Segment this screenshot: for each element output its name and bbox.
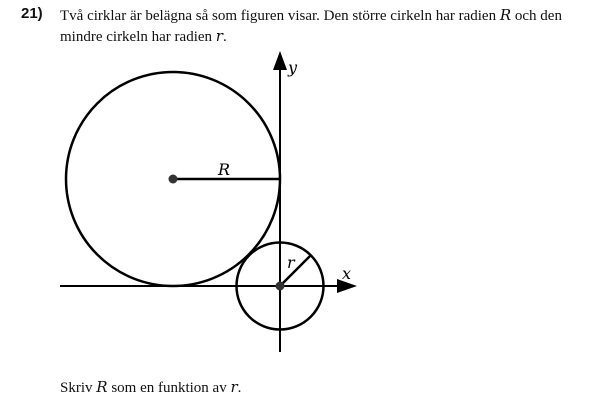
statement-text-1: Två cirklar är belägna så som figuren visar. Den större cirkeln har radien	[60, 8, 497, 24]
y-axis-arrow	[273, 51, 287, 70]
large-radius-label: R	[218, 160, 231, 179]
question	[60, 378, 241, 397]
large-center-dot	[169, 175, 178, 184]
x-axis-label: x	[342, 264, 352, 283]
symbol-R: R	[499, 6, 512, 24]
problem-number: 21)	[21, 5, 43, 22]
question-period: .	[237, 380, 242, 396]
question-text-2: som en funktion av	[111, 380, 227, 396]
origin-dot	[276, 282, 285, 291]
statement-text-2: och den	[514, 8, 562, 24]
small-radius-label: r	[287, 253, 295, 272]
y-axis-label: y	[288, 58, 298, 77]
statement-text-3: mindre cirkeln har radien	[60, 29, 213, 45]
question-symbol-R: R	[96, 378, 108, 396]
small-radius-line	[280, 255, 311, 286]
statement-period: .	[222, 29, 227, 45]
question-text-1: Skriv	[60, 380, 93, 396]
symbol-r: r	[215, 27, 223, 45]
question-symbol-r: r	[230, 378, 238, 396]
